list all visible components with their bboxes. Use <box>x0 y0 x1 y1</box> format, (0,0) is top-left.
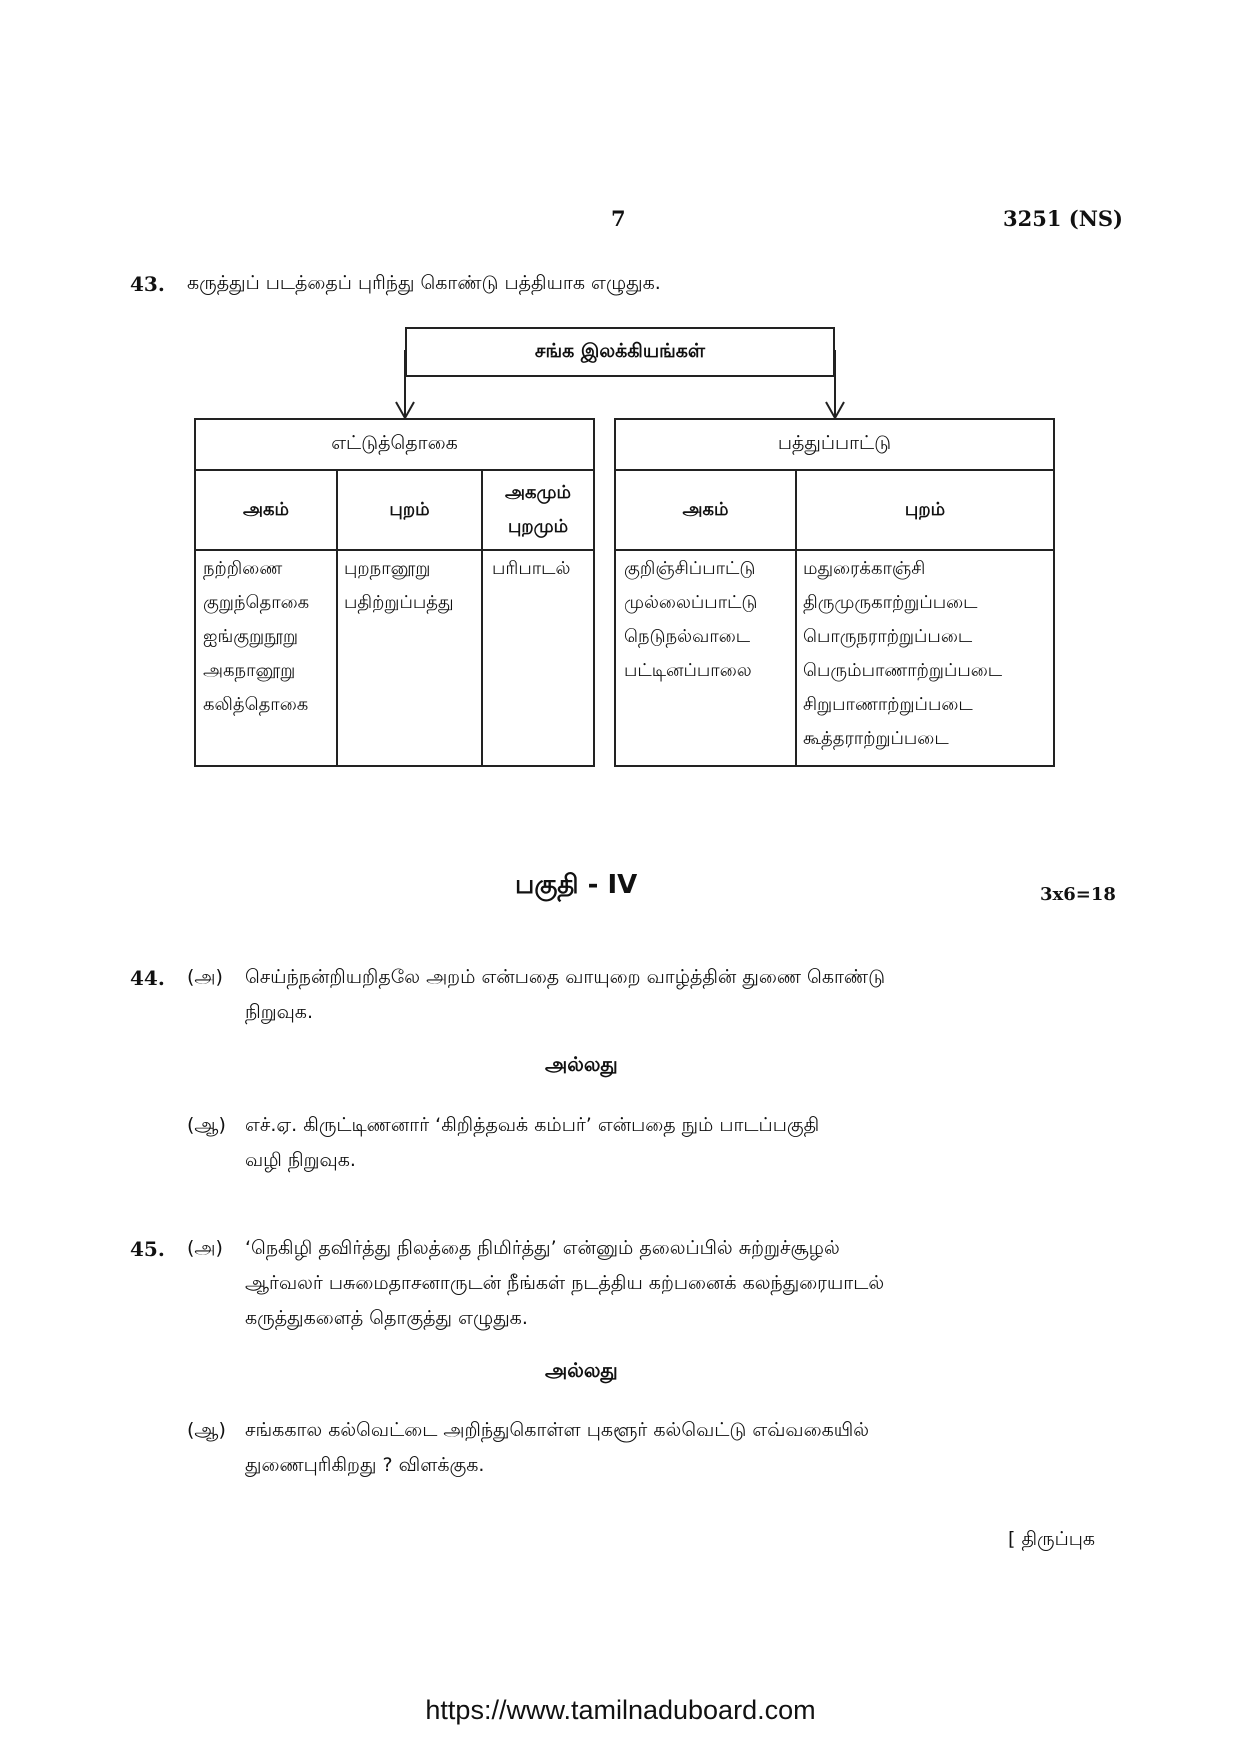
list-item: புறநானூறு <box>344 558 431 579</box>
pathupattu-title: பத்துப்பாட்டு <box>777 431 892 454</box>
list-item: பதிற்றுப்பத்து <box>344 592 454 613</box>
pathupattu-col1-head: அகம் <box>682 498 729 520</box>
ettuthogai-title: எட்டுத்தொகை <box>331 431 458 454</box>
q45-a-line3: கருத்துகளைத் தொகுத்து எழுதுக. <box>245 1307 528 1329</box>
ettuthogai-col2-head: புறம் <box>389 498 430 520</box>
question-number-44: 44. <box>130 966 165 990</box>
ettuthogai-col3-head <box>483 471 593 549</box>
q45-a-line1: ‘நெகிழி தவிர்த்து நிலத்தை நிமிர்த்து’ என்னும் தலைப்பில் சுற்றுச்சூழல் <box>245 1237 840 1259</box>
turn-over-note: [ திருப்புக <box>1008 1528 1096 1550</box>
q44-a-line2: நிறுவுக. <box>245 1001 313 1023</box>
q44-or: அல்லது <box>545 1052 618 1076</box>
list-item: திருமுருகாற்றுப்படை <box>803 592 978 613</box>
ettuthogai-agam-list <box>203 552 309 722</box>
q44-b-label: (ஆ) <box>187 1114 226 1136</box>
question-number-43: 43. <box>130 272 165 296</box>
ettuthogai-col3-head-line1: அகமும் <box>505 482 571 503</box>
chart-connectors <box>380 350 860 422</box>
list-item: பரிபாடல் <box>492 558 571 579</box>
question-number-45: 45. <box>130 1237 165 1261</box>
q45-or: அல்லது <box>545 1358 618 1382</box>
q44-a-label: (அ) <box>187 966 223 988</box>
q45-a-line2: ஆர்வலர் பசுமைதாசனாருடன் நீங்கள் நடத்திய கற்பனைக் கலந்துரையாடல் <box>245 1272 885 1294</box>
footer-url[interactable]: https://www.tamilnaduboard.com <box>425 1695 816 1725</box>
chart-root-label: சங்க இலக்கியங்கள் <box>534 339 706 362</box>
ettuthogai-puram-list <box>344 552 454 620</box>
section-marks: 3x6=18 <box>1040 884 1116 905</box>
pathupattu-agam-list <box>624 552 758 688</box>
q44-a-line1: செய்ந்நன்றியறிதலே அறம் என்பதை வாயுறை வாழ்த்தின் துணை கொண்டு <box>245 966 886 988</box>
list-item: கலித்தொகை <box>203 694 309 715</box>
ettuthogai-col1-head: அகம் <box>242 498 289 520</box>
list-item: மதுரைக்காஞ்சி <box>803 558 926 579</box>
list-item: கூத்தராற்றுப்படை <box>803 728 949 749</box>
list-item: நற்றிணை <box>203 558 283 579</box>
pathupattu-col2-head: புறம் <box>904 498 946 520</box>
question-43-text: கருத்துப் படத்தைப் புரிந்து கொண்டு பத்தியாக எழுதுக. <box>187 272 661 294</box>
ettuthogai-agamum-puramum-list <box>492 552 570 586</box>
q44-b-line2: வழி நிறுவுக. <box>245 1149 356 1171</box>
section-title: பகுதி - IV <box>515 870 638 900</box>
list-item: பட்டினப்பாலை <box>624 660 752 681</box>
list-item: குறுந்தொகை <box>203 592 310 613</box>
paper-code: 3251 (NS) <box>1003 206 1123 231</box>
pathupattu-puram-list <box>803 552 1002 756</box>
q45-a-label: (அ) <box>187 1237 223 1259</box>
list-item: பெரும்பாணாற்றுப்படை <box>803 660 1003 681</box>
list-item: குறிஞ்சிப்பாட்டு <box>624 558 756 579</box>
q45-b-line1: சங்ககால கல்வெட்டை அறிந்துகொள்ள புகளூர் கல்வெட்டு எவ்வகையில் <box>245 1419 870 1441</box>
q44-b-line1: எச்.ஏ. கிருட்டிணனார் ‘கிறித்தவக் கம்பர்’ என்பதை நும் பாடப்பகுதி <box>245 1114 820 1136</box>
list-item: அகநானூறு <box>203 660 296 681</box>
list-item: பொருநராற்றுப்படை <box>803 626 973 647</box>
list-item: ஐங்குறுநூறு <box>203 626 299 647</box>
ettuthogai-col3-head-line2: புறமும் <box>507 516 569 537</box>
page-number: 7 <box>611 206 626 231</box>
list-item: சிறுபாணாற்றுப்படை <box>803 694 973 715</box>
q45-b-label: (ஆ) <box>187 1419 226 1441</box>
list-item: நெடுநல்வாடை <box>624 626 751 647</box>
q45-b-line2: துணைபுரிகிறது ? விளக்குக. <box>245 1454 485 1476</box>
list-item: முல்லைப்பாட்டு <box>624 592 758 613</box>
